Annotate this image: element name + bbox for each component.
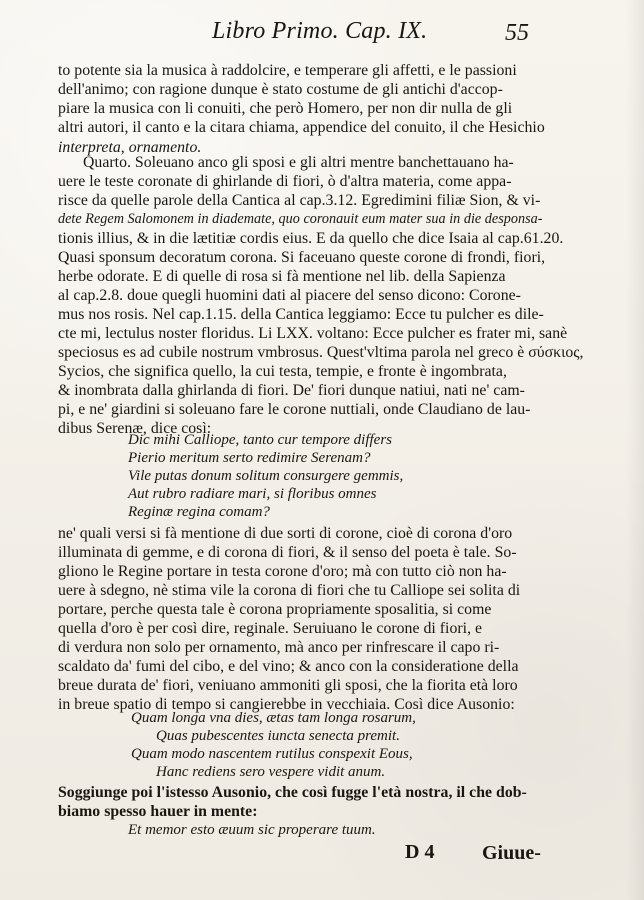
text-line: Quarto. Soleuano anco gli sposi e gli altri mentre banchettauano ha- xyxy=(83,154,514,171)
verse-line: Quas pubescentes iuncta senecta premit. xyxy=(156,728,400,744)
page-edge-shadow xyxy=(626,0,644,900)
verse-line: Quam modo nascentem rutilus conspexit Eous, xyxy=(131,746,413,762)
text-line: dell'animo; con ragione dunque è stato costume de gli antichi d'accop- xyxy=(58,81,503,98)
text-line: dibus Serenæ, dice così: xyxy=(58,420,212,437)
final-verse-line: Et memor esto æuum sic properare tuum. xyxy=(128,822,376,838)
verse-line: Quam longa vna dies, ætas tam longa rosarum, xyxy=(131,710,416,726)
text-line: to potente sia la musica à raddolcire, e temperare gli affetti, e le passioni xyxy=(58,62,517,79)
text-line: breue durata de' fiori, veniuano ammoniti gli sposi, che la fiorita età loro xyxy=(58,677,518,694)
text-line: interpreta, ornamento. xyxy=(58,139,202,156)
text-line: altri autori, il canto e la citara chiama, appendice del conuito, il che Hesichio xyxy=(58,119,545,136)
text-line: gliono le Regine portare in testa corone d'oro; mà con tutto ciò non ha- xyxy=(58,563,507,580)
text-line: portare, perche questa tale è corona propriamente sposalitia, si come xyxy=(58,601,492,618)
text-line: uere le teste coronate di ghirlande di fiori, ò d'altra materia, come appa- xyxy=(58,173,512,190)
text-line: pi, e ne' giardini si soleuano fare le corone nuttiali, onde Claudiano de lau- xyxy=(58,401,531,418)
page-header xyxy=(0,18,644,52)
text-line: biamo spesso hauer in mente: xyxy=(58,803,258,820)
text-line: tionis illius, & in die lætitiæ cordis eius. E da quello che dice Isaia al cap.61.20. xyxy=(58,230,564,247)
text-line: quella d'oro è per così dire, reginale. Seruiuano le corone di fiori, e xyxy=(58,620,483,637)
text-line: illuminata di gemme, e di corona di fiori, & il senso del poeta è tale. So- xyxy=(58,544,517,561)
page-number: 55 xyxy=(505,20,529,46)
text-line: di verdura non solo per ornamento, mà anco per rinfrescare il capo ri- xyxy=(58,639,500,656)
text-line: herbe odorate. E di quelle di rosa si fà mentione nel lib. della Sapienza xyxy=(58,268,506,285)
verse-line: Hanc rediens sero vespere vidit anum. xyxy=(156,764,386,780)
text-line: cte mi, lectulus noster floridus. Li LXX. voltano: Ecce pulcher es frater mi, sanè xyxy=(58,325,568,342)
text-line: al cap.2.8. doue quegli huomini dati al piacere del senso dicono: Coronе- xyxy=(58,287,521,304)
text-line: ne' quali versi si fà mentione di due sorti di corone, cioè di corona d'oro xyxy=(58,525,513,542)
text-line: uere à sdegno, nè stima vile la corona di fiori che tu Calliope sei solita di xyxy=(58,582,521,599)
text-line: risce da quelle parole della Cantica al cap.3.12. Egredimini filiæ Sion, & vi- xyxy=(58,192,541,209)
text-line: Sycios, che significa quello, la cui testa, tempie, e fronte è ingombrata, xyxy=(58,363,507,380)
text-line: piare la musica con li conuiti, che però Homero, per non dir nulla de gli xyxy=(58,100,513,117)
text-line: in breue spatio di tempo si cangierebbe in vecchiaia. Così dice Ausonio: xyxy=(58,696,515,713)
text-line: & inombrata dalla ghirlanda di fiori. De' fiori dunque natiui, nati ne' cam- xyxy=(58,382,525,399)
text-line: speciosus es ad cubile nostrum vmbrosus. Quest'vltima parola nel greco è σύσκιος, xyxy=(58,344,584,361)
catchword: Giuue- xyxy=(482,842,541,864)
text-line: Quasi sponsum decoratum corona. Si faceuano queste corone di frondi, fiori, xyxy=(58,249,546,266)
verse-line: Aut rubro radiare mari, si floribus omnes xyxy=(128,486,377,502)
verse-line: Pierio meritum serto redimire Serenam? xyxy=(128,450,371,466)
text-line: Soggiunge poi l'istesso Ausonio, che così fugge l'età nostra, il che dob- xyxy=(58,784,527,801)
text-line: mus nos rosis. Nel cap.1.15. della Cantica leggiamo: Ecce tu pulcher es dile- xyxy=(58,306,544,323)
verse-line: Dic mihi Calliope, tanto cur tempore differs xyxy=(128,432,393,448)
running-head: Libro Primo. Cap. IX. xyxy=(212,18,428,44)
text-line: scaldato da' fumi del cibo, e del vino; & anco con la consideratione della xyxy=(58,658,519,675)
signature-mark: D 4 xyxy=(405,841,435,863)
text-line: dete Regem Salomonem in diademate, quo coronauit eum mater sua in die desponsa- xyxy=(58,211,543,227)
verse-line: Vile putas donum solitum consurgere gemmis, xyxy=(128,468,404,484)
verse-line: Reginæ regina comam? xyxy=(128,504,270,520)
